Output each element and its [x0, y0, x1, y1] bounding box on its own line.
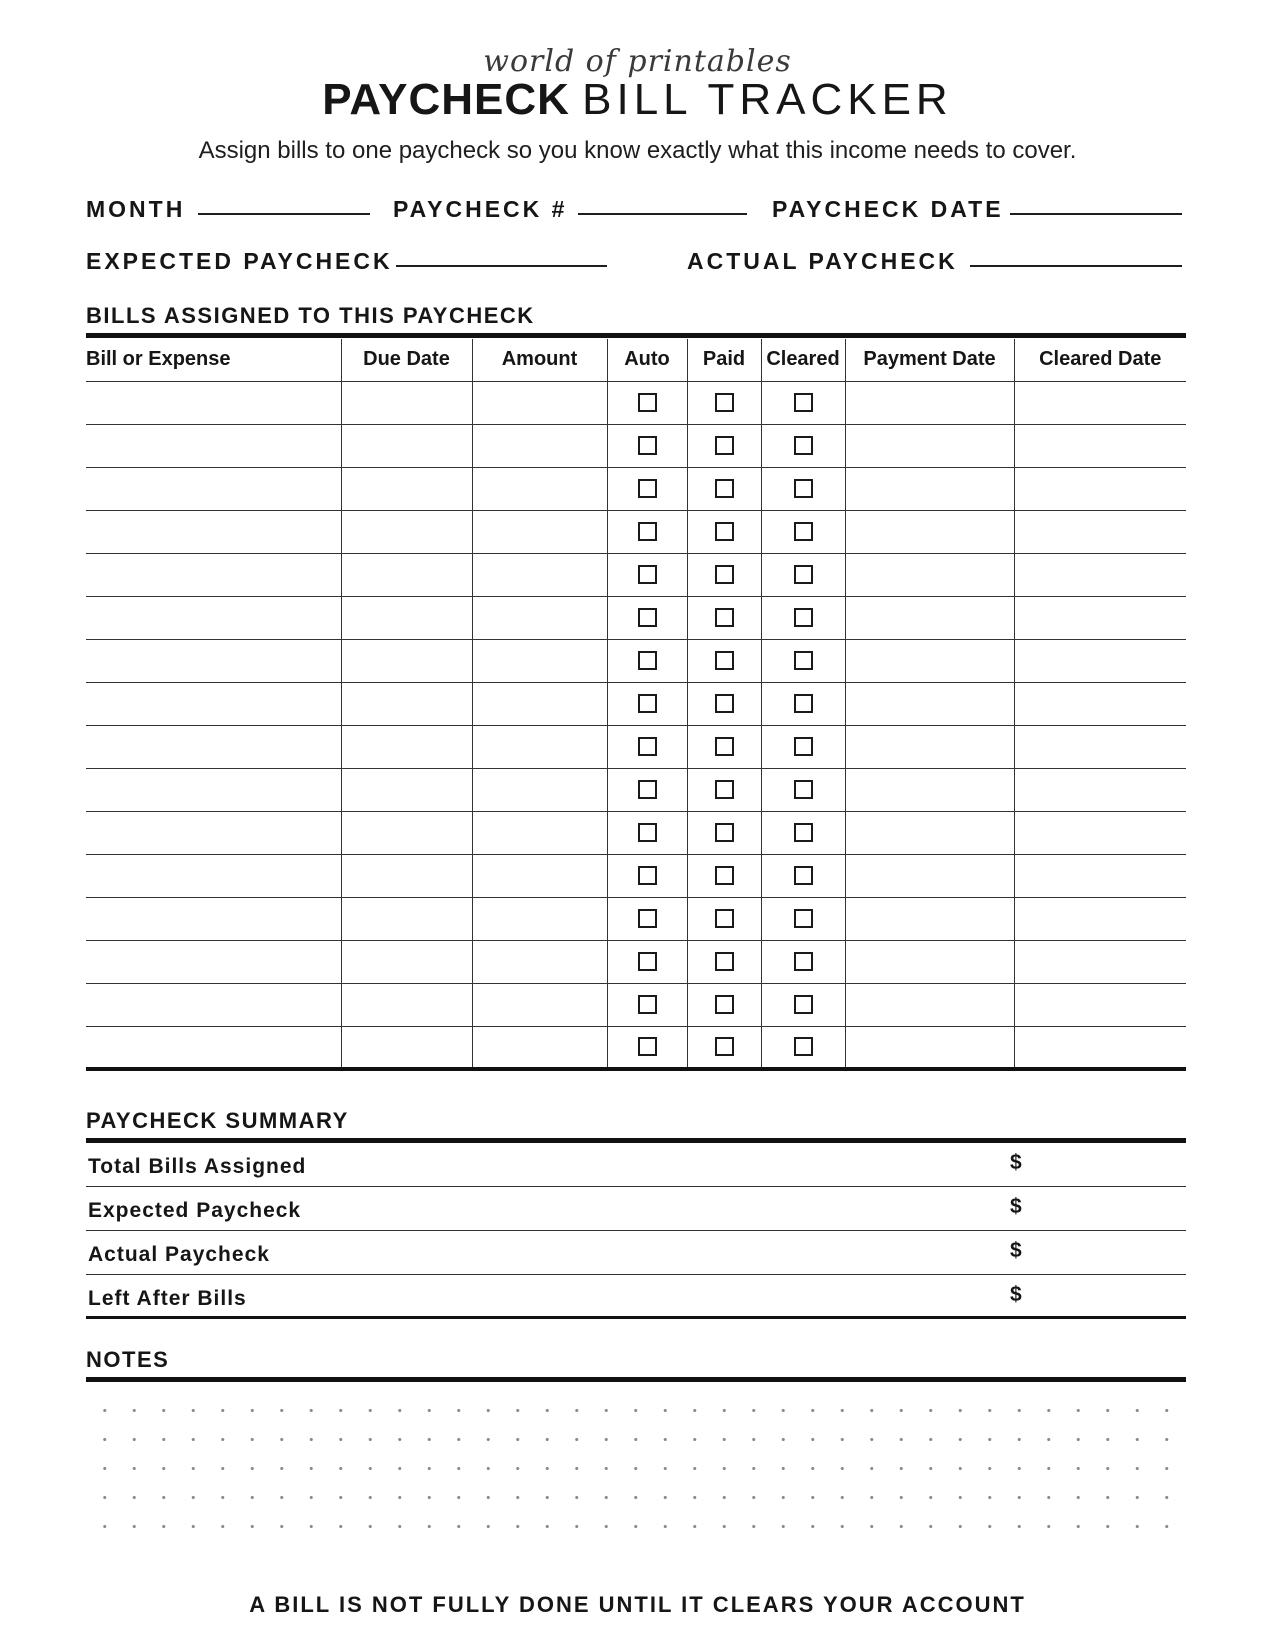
auto-checkbox[interactable]	[638, 1037, 657, 1056]
cleared-checkbox[interactable]	[794, 952, 813, 971]
amount-cell[interactable]	[472, 768, 607, 811]
cleared-cell	[761, 682, 845, 725]
auto-cell	[607, 682, 687, 725]
auto-cell	[607, 467, 687, 510]
cleared-checkbox[interactable]	[794, 393, 813, 412]
paid-cell	[687, 854, 761, 897]
table-row	[86, 897, 1186, 940]
amount-cell[interactable]	[472, 983, 607, 1026]
table-row	[86, 983, 1186, 1026]
auto-cell	[607, 854, 687, 897]
paid-cell	[687, 983, 761, 1026]
paid-checkbox[interactable]	[715, 995, 734, 1014]
auto-cell	[607, 983, 687, 1026]
cleared-date-cell[interactable]	[1014, 682, 1186, 725]
paid-cell	[687, 682, 761, 725]
auto-cell	[607, 510, 687, 553]
expected-paycheck-label: EXPECTED PAYCHECK	[86, 248, 393, 274]
table-row	[86, 1026, 1186, 1069]
payment-date-cell[interactable]	[845, 553, 1014, 596]
amount-cell[interactable]	[472, 854, 607, 897]
paid-cell	[687, 467, 761, 510]
paid-checkbox[interactable]	[715, 823, 734, 842]
cleared-cell	[761, 510, 845, 553]
cleared-date-cell[interactable]	[1014, 854, 1186, 897]
due-date-cell[interactable]	[341, 639, 472, 682]
paid-cell	[687, 510, 761, 553]
auto-checkbox[interactable]	[638, 479, 657, 498]
cleared-checkbox[interactable]	[794, 522, 813, 541]
cleared-date-cell[interactable]	[1014, 510, 1186, 553]
due-date-cell[interactable]	[341, 596, 472, 639]
payment-date-cell[interactable]	[845, 596, 1014, 639]
cleared-checkbox[interactable]	[794, 737, 813, 756]
bill-or-expense-cell[interactable]	[86, 1026, 341, 1069]
paid-checkbox[interactable]	[715, 737, 734, 756]
due-date-cell[interactable]	[341, 1026, 472, 1069]
cleared-cell	[761, 983, 845, 1026]
cleared-checkbox[interactable]	[794, 1037, 813, 1056]
bill-or-expense-cell[interactable]	[86, 897, 341, 940]
month-label: MONTH	[86, 196, 186, 222]
bill-or-expense-cell[interactable]	[86, 553, 341, 596]
cleared-checkbox[interactable]	[794, 823, 813, 842]
amount-cell[interactable]	[472, 553, 607, 596]
cleared-checkbox[interactable]	[794, 995, 813, 1014]
paid-checkbox[interactable]	[715, 694, 734, 713]
payment-date-cell[interactable]	[845, 897, 1014, 940]
auto-cell	[607, 553, 687, 596]
paid-checkbox[interactable]	[715, 780, 734, 799]
summary-row-expected-paycheck	[86, 1187, 1186, 1231]
cleared-cell	[761, 381, 845, 424]
summary-label: Total Bills Assigned	[88, 1155, 307, 1178]
bill-or-expense-cell[interactable]	[86, 940, 341, 983]
brand-logo-script: world of printables	[483, 44, 792, 79]
cleared-cell	[761, 553, 845, 596]
due-date-cell[interactable]	[341, 983, 472, 1026]
auto-checkbox[interactable]	[638, 393, 657, 412]
paid-checkbox[interactable]	[715, 909, 734, 928]
paid-cell	[687, 596, 761, 639]
actual-paycheck-label: ACTUAL PAYCHECK	[687, 248, 958, 274]
page-title	[0, 72, 1275, 128]
cleared-date-cell[interactable]	[1014, 639, 1186, 682]
cleared-date-cell[interactable]	[1014, 553, 1186, 596]
auto-checkbox[interactable]	[638, 565, 657, 584]
auto-checkbox[interactable]	[638, 651, 657, 670]
amount-cell[interactable]	[472, 424, 607, 467]
summary-label: Actual Paycheck	[88, 1243, 270, 1266]
paid-checkbox[interactable]	[715, 866, 734, 885]
table-row	[86, 682, 1186, 725]
paid-checkbox[interactable]	[715, 436, 734, 455]
paid-cell	[687, 424, 761, 467]
cleared-date-cell[interactable]	[1014, 596, 1186, 639]
payment-date-cell[interactable]	[845, 424, 1014, 467]
due-date-cell[interactable]	[341, 424, 472, 467]
payment-date-cell[interactable]	[845, 725, 1014, 768]
paid-checkbox[interactable]	[715, 565, 734, 584]
paid-checkbox[interactable]	[715, 522, 734, 541]
paycheck-number-label: PAYCHECK #	[393, 196, 568, 222]
table-row	[86, 553, 1186, 596]
bills-header-row	[86, 339, 1186, 381]
bills-table	[86, 339, 1186, 1071]
cleared-checkbox[interactable]	[794, 780, 813, 799]
paid-cell	[687, 768, 761, 811]
cleared-checkbox[interactable]	[794, 694, 813, 713]
currency-symbol[interactable]: $	[1010, 1283, 1022, 1306]
due-date-cell[interactable]	[341, 682, 472, 725]
paycheck-number-field[interactable]	[578, 213, 747, 215]
cleared-cell	[761, 811, 845, 854]
due-date-cell[interactable]	[341, 725, 472, 768]
payment-date-cell[interactable]	[845, 467, 1014, 510]
actual-paycheck-field[interactable]	[970, 265, 1182, 267]
auto-cell	[607, 897, 687, 940]
cleared-cell	[761, 1026, 845, 1069]
currency-symbol[interactable]: $	[1010, 1195, 1022, 1218]
amount-cell[interactable]	[472, 510, 607, 553]
cleared-date-cell[interactable]	[1014, 768, 1186, 811]
amount-cell[interactable]	[472, 381, 607, 424]
footer-message: A BILL IS NOT FULLY DONE UNTIL IT CLEARS YOUR ACCOUNT	[249, 1592, 1026, 1617]
auto-checkbox[interactable]	[638, 866, 657, 885]
payment-date-cell[interactable]	[845, 639, 1014, 682]
amount-cell[interactable]	[472, 725, 607, 768]
col-cleared: Cleared	[761, 339, 845, 381]
auto-checkbox[interactable]	[638, 522, 657, 541]
bill-or-expense-cell[interactable]	[86, 682, 341, 725]
col-amount: Amount	[472, 339, 607, 381]
paid-cell	[687, 1026, 761, 1069]
cleared-cell	[761, 940, 845, 983]
table-row	[86, 811, 1186, 854]
cleared-checkbox[interactable]	[794, 909, 813, 928]
paid-checkbox[interactable]	[715, 479, 734, 498]
amount-cell[interactable]	[472, 467, 607, 510]
bill-or-expense-cell[interactable]	[86, 768, 341, 811]
table-row	[86, 725, 1186, 768]
month-field[interactable]	[198, 213, 370, 215]
cleared-cell	[761, 596, 845, 639]
summary-section-heading: PAYCHECK SUMMARY	[86, 1108, 349, 1133]
due-date-cell[interactable]	[341, 768, 472, 811]
table-row	[86, 381, 1186, 424]
paid-cell	[687, 725, 761, 768]
table-row	[86, 596, 1186, 639]
page-subtitle: Assign bills to one paycheck so you know exactly what this income needs to cover.	[198, 137, 1077, 164]
auto-checkbox[interactable]	[638, 952, 657, 971]
paid-cell	[687, 811, 761, 854]
payment-date-cell[interactable]	[845, 510, 1014, 553]
cleared-checkbox[interactable]	[794, 651, 813, 670]
table-row	[86, 854, 1186, 897]
auto-cell	[607, 811, 687, 854]
currency-symbol[interactable]: $	[1010, 1239, 1022, 1262]
bills-section-heading: BILLS ASSIGNED TO THIS PAYCHECK	[86, 303, 535, 328]
paid-checkbox[interactable]	[715, 608, 734, 627]
paid-checkbox[interactable]	[715, 1037, 734, 1056]
paid-cell	[687, 381, 761, 424]
amount-cell[interactable]	[472, 940, 607, 983]
summary-row-actual-paycheck	[86, 1231, 1186, 1275]
auto-checkbox[interactable]	[638, 909, 657, 928]
summary-row-total-bills	[86, 1143, 1186, 1187]
bill-or-expense-cell[interactable]	[86, 639, 341, 682]
bill-or-expense-cell[interactable]	[86, 725, 341, 768]
cleared-checkbox[interactable]	[794, 565, 813, 584]
auto-checkbox[interactable]	[638, 436, 657, 455]
due-date-cell[interactable]	[341, 510, 472, 553]
table-row	[86, 424, 1186, 467]
cleared-date-cell[interactable]	[1014, 897, 1186, 940]
notes-section-heading: NOTES	[86, 1347, 170, 1372]
title-bold: PAYCHECK	[322, 75, 570, 124]
payment-date-cell[interactable]	[845, 983, 1014, 1026]
auto-checkbox[interactable]	[638, 608, 657, 627]
cleared-cell	[761, 424, 845, 467]
currency-symbol[interactable]: $	[1010, 1151, 1022, 1174]
payment-date-cell[interactable]	[845, 811, 1014, 854]
cleared-date-cell[interactable]	[1014, 940, 1186, 983]
due-date-cell[interactable]	[341, 811, 472, 854]
cleared-checkbox[interactable]	[794, 436, 813, 455]
bill-or-expense-cell[interactable]	[86, 983, 341, 1026]
auto-cell	[607, 424, 687, 467]
auto-checkbox[interactable]	[638, 780, 657, 799]
col-cleared-date: Cleared Date	[1014, 339, 1186, 381]
cleared-cell	[761, 854, 845, 897]
auto-cell	[607, 725, 687, 768]
paid-cell	[687, 553, 761, 596]
auto-checkbox[interactable]	[638, 694, 657, 713]
payment-date-cell[interactable]	[845, 940, 1014, 983]
amount-cell[interactable]	[472, 897, 607, 940]
notes-top-rule	[86, 1377, 1186, 1382]
payment-date-cell[interactable]	[845, 768, 1014, 811]
cleared-cell	[761, 639, 845, 682]
cleared-date-cell[interactable]	[1014, 424, 1186, 467]
col-bill-or-expense: Bill or Expense	[86, 339, 341, 381]
bill-or-expense-cell[interactable]	[86, 854, 341, 897]
cleared-checkbox[interactable]	[794, 479, 813, 498]
cleared-date-cell[interactable]	[1014, 983, 1186, 1026]
cleared-cell	[761, 897, 845, 940]
payment-date-cell[interactable]	[845, 854, 1014, 897]
bill-or-expense-cell[interactable]	[86, 424, 341, 467]
bills-body	[86, 381, 1186, 1069]
bill-or-expense-cell[interactable]	[86, 811, 341, 854]
paid-cell	[687, 897, 761, 940]
payment-date-cell[interactable]	[845, 381, 1014, 424]
due-date-cell[interactable]	[341, 940, 472, 983]
due-date-cell[interactable]	[341, 897, 472, 940]
cleared-cell	[761, 768, 845, 811]
col-paid: Paid	[687, 339, 761, 381]
paid-checkbox[interactable]	[715, 393, 734, 412]
cleared-date-cell[interactable]	[1014, 1026, 1186, 1069]
bill-or-expense-cell[interactable]	[86, 596, 341, 639]
cleared-checkbox[interactable]	[794, 866, 813, 885]
paycheck-date-label: PAYCHECK DATE	[772, 196, 1004, 222]
amount-cell[interactable]	[472, 639, 607, 682]
cleared-date-cell[interactable]	[1014, 467, 1186, 510]
cleared-cell	[761, 467, 845, 510]
table-row	[86, 768, 1186, 811]
notes-dot-grid[interactable]	[90, 1396, 1190, 1536]
col-payment-date: Payment Date	[845, 339, 1014, 381]
paid-cell	[687, 639, 761, 682]
paid-checkbox[interactable]	[715, 952, 734, 971]
summary-label: Left After Bills	[88, 1287, 247, 1310]
summary-row-left-after-bills	[86, 1275, 1186, 1319]
payment-date-cell[interactable]	[845, 682, 1014, 725]
amount-cell[interactable]	[472, 1026, 607, 1069]
auto-cell	[607, 1026, 687, 1069]
bill-or-expense-cell[interactable]	[86, 467, 341, 510]
amount-cell[interactable]	[472, 811, 607, 854]
auto-cell	[607, 768, 687, 811]
summary-label: Expected Paycheck	[88, 1199, 302, 1222]
table-row	[86, 467, 1186, 510]
paid-checkbox[interactable]	[715, 651, 734, 670]
auto-checkbox[interactable]	[638, 995, 657, 1014]
auto-cell	[607, 940, 687, 983]
table-row	[86, 510, 1186, 553]
due-date-cell[interactable]	[341, 854, 472, 897]
due-date-cell[interactable]	[341, 381, 472, 424]
expected-paycheck-field[interactable]	[396, 265, 607, 267]
title-light: BILL TRACKER	[582, 75, 953, 124]
cleared-date-cell[interactable]	[1014, 381, 1186, 424]
cleared-date-cell[interactable]	[1014, 811, 1186, 854]
amount-cell[interactable]	[472, 682, 607, 725]
paid-cell	[687, 940, 761, 983]
bills-top-rule	[86, 333, 1186, 338]
col-due-date: Due Date	[341, 339, 472, 381]
auto-cell	[607, 639, 687, 682]
table-row	[86, 639, 1186, 682]
cleared-cell	[761, 725, 845, 768]
auto-cell	[607, 596, 687, 639]
due-date-cell[interactable]	[341, 553, 472, 596]
auto-checkbox[interactable]	[638, 737, 657, 756]
auto-checkbox[interactable]	[638, 823, 657, 842]
payment-date-cell[interactable]	[845, 1026, 1014, 1069]
cleared-checkbox[interactable]	[794, 608, 813, 627]
auto-cell	[607, 381, 687, 424]
bill-or-expense-cell[interactable]	[86, 381, 341, 424]
paycheck-date-field[interactable]	[1010, 213, 1182, 215]
due-date-cell[interactable]	[341, 467, 472, 510]
amount-cell[interactable]	[472, 596, 607, 639]
table-row	[86, 940, 1186, 983]
bill-or-expense-cell[interactable]	[86, 510, 341, 553]
cleared-date-cell[interactable]	[1014, 725, 1186, 768]
col-auto: Auto	[607, 339, 687, 381]
